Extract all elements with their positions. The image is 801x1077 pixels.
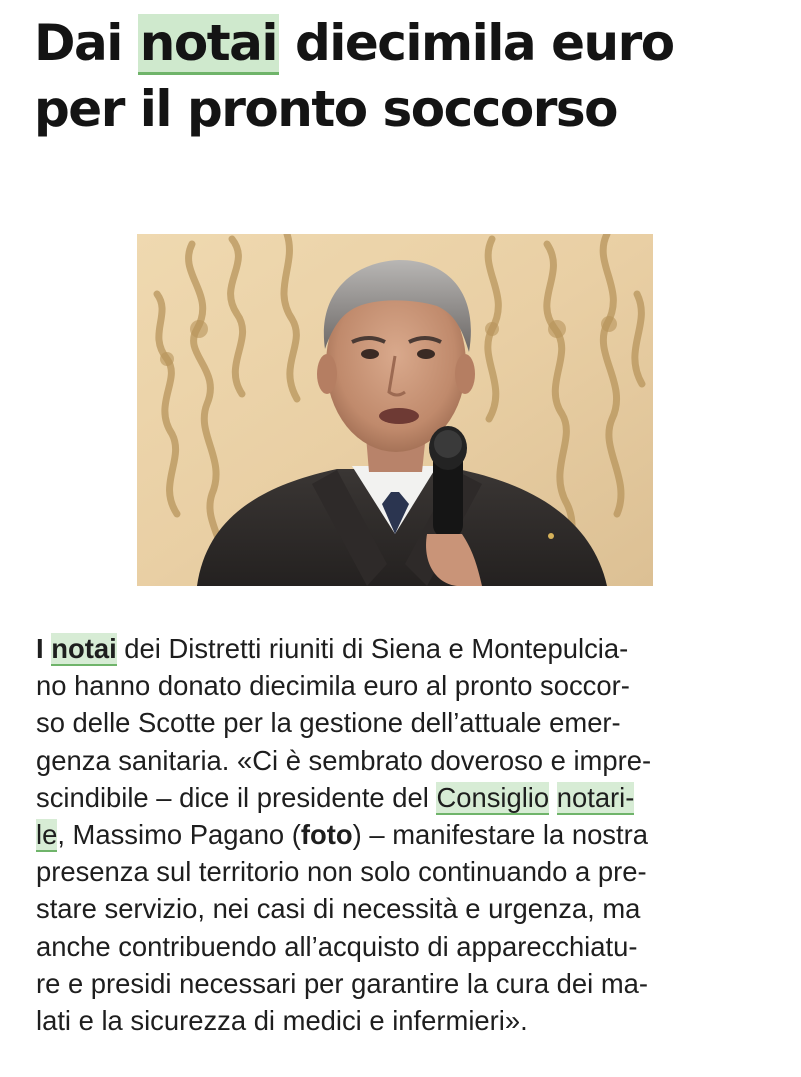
- search-term-highlight: notai: [51, 633, 117, 664]
- article-line: presenza sul territorio non solo continuando a pre-: [36, 856, 647, 888]
- article-line: re e presidi necessari per garantire la cura dei ma-: [36, 967, 649, 999]
- headline-line-2: per il pronto soccorso: [34, 80, 618, 138]
- search-term-highlight: notari-: [556, 781, 635, 813]
- headline: [34, 10, 774, 142]
- search-term-highlight: Consiglio: [436, 781, 550, 813]
- article-line: lati e la sicurezza di medici e infermieri».: [36, 1005, 528, 1037]
- article-photo: [137, 234, 653, 586]
- search-term-highlight: le: [36, 819, 58, 851]
- article-line: le, Massimo Pagano (foto) – manifestare la nostra: [36, 819, 648, 851]
- article-lead-letter: I: [36, 633, 44, 664]
- article-line: I notai dei Distretti riuniti di Siena e Montepulcia-: [36, 633, 629, 664]
- portrait-illustration: [137, 234, 653, 586]
- article-line: scindibile – dice il presidente del Consiglio notari-: [36, 781, 635, 813]
- article-line: so delle Scotte per la gestione dell’attuale emer-: [36, 707, 621, 739]
- headline-line-1: Dai notai diecimila euro: [34, 14, 674, 75]
- article-line: stare servizio, nei casi di necessità e urgenza, ma: [36, 893, 641, 925]
- article-body: [36, 630, 748, 1039]
- article-line: genza sanitaria. «Ci è sembrato doveroso e impre-: [36, 744, 652, 776]
- article-line: no hanno donato diecimila euro al pronto soccor-: [36, 670, 630, 702]
- photo-reference: foto: [300, 819, 353, 851]
- article-line: anche contribuendo all’acquisto di apparecchiatu-: [36, 930, 638, 962]
- search-term-highlight: notai: [138, 14, 279, 75]
